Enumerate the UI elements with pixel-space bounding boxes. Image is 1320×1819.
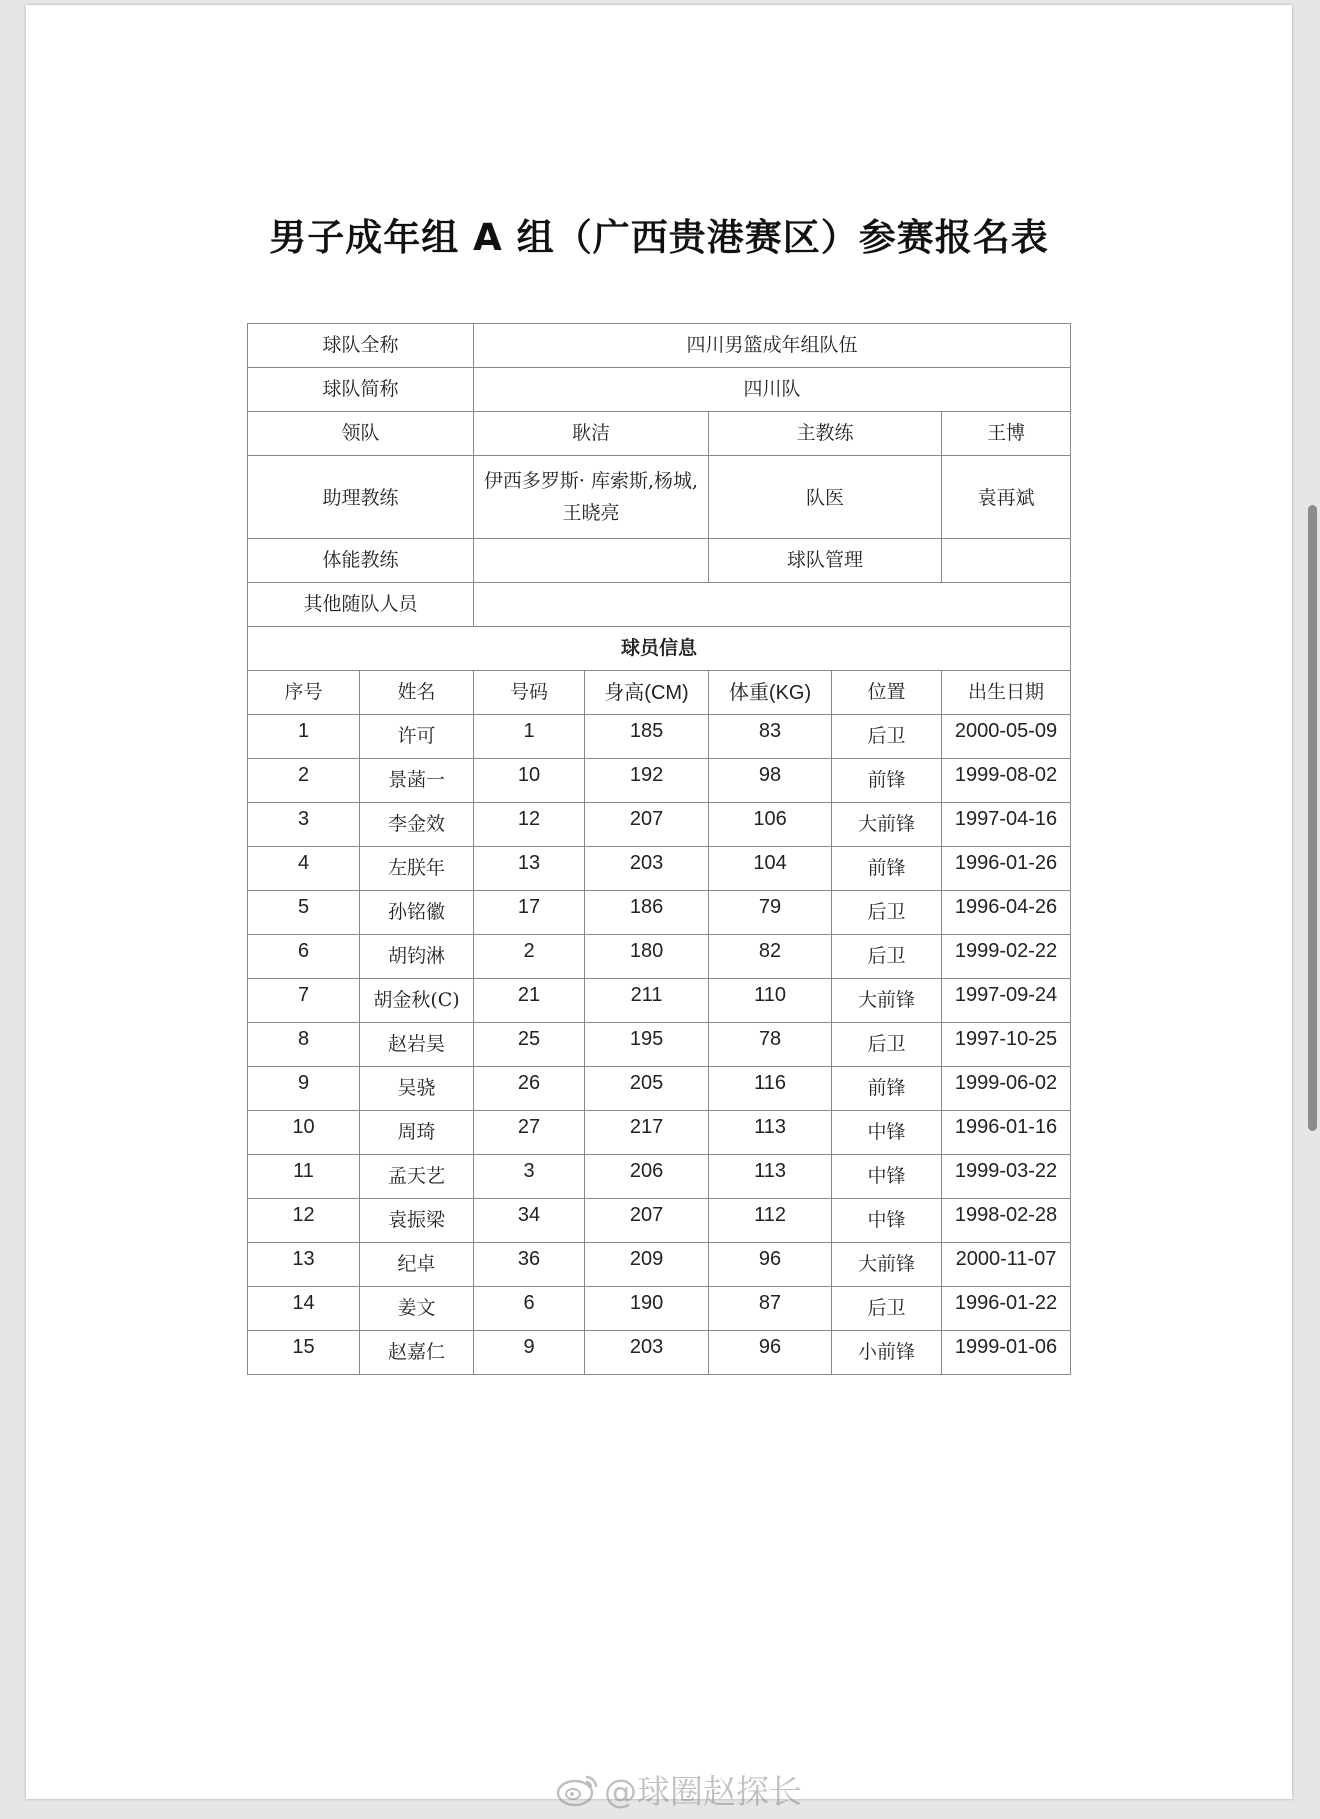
table-cell: 207 <box>585 803 709 847</box>
table-cell: 113 <box>709 1155 832 1199</box>
table-cell: 1997-09-24 <box>942 979 1071 1023</box>
table-cell: 前锋 <box>832 1067 942 1111</box>
assistant-label: 助理教练 <box>248 456 474 539</box>
table-cell: 小前锋 <box>832 1331 942 1375</box>
column-header: 序号 <box>248 671 360 715</box>
leader-row <box>248 412 1071 456</box>
table-row <box>248 1199 1071 1243</box>
table-cell: 后卫 <box>832 935 942 979</box>
column-header: 姓名 <box>360 671 474 715</box>
table-cell: 34 <box>474 1199 585 1243</box>
table-cell: 13 <box>474 847 585 891</box>
table-cell: 209 <box>585 1243 709 1287</box>
table-cell: 104 <box>709 847 832 891</box>
full-name-label: 球队全称 <box>248 324 474 368</box>
table-cell: 姜文 <box>360 1287 474 1331</box>
table-cell: 中锋 <box>832 1199 942 1243</box>
table-cell: 纪卓 <box>360 1243 474 1287</box>
table-row <box>248 1067 1071 1111</box>
table-row <box>248 891 1071 935</box>
table-row <box>248 1155 1071 1199</box>
table-cell: 211 <box>585 979 709 1023</box>
table-row <box>248 1243 1071 1287</box>
watermark-text: @球圈赵探长 <box>604 1771 802 1811</box>
table-cell: 112 <box>709 1199 832 1243</box>
table-cell: 12 <box>248 1199 360 1243</box>
table-cell: 周琦 <box>360 1111 474 1155</box>
table-cell: 195 <box>585 1023 709 1067</box>
table-row <box>248 935 1071 979</box>
table-cell: 6 <box>248 935 360 979</box>
table-row <box>248 759 1071 803</box>
table-cell: 大前锋 <box>832 979 942 1023</box>
table-cell: 3 <box>474 1155 585 1199</box>
registration-table <box>247 323 1071 1375</box>
head-coach-label: 主教练 <box>709 412 942 456</box>
table-cell: 1996-01-16 <box>942 1111 1071 1155</box>
table-cell: 207 <box>585 1199 709 1243</box>
doctor-label: 队医 <box>709 456 942 539</box>
table-cell: 中锋 <box>832 1111 942 1155</box>
table-cell: 8 <box>248 1023 360 1067</box>
table-cell: 96 <box>709 1243 832 1287</box>
table-cell: 106 <box>709 803 832 847</box>
table-cell: 2000-05-09 <box>942 715 1071 759</box>
table-cell: 7 <box>248 979 360 1023</box>
table-cell: 192 <box>585 759 709 803</box>
column-header: 出生日期 <box>942 671 1071 715</box>
table-cell: 180 <box>585 935 709 979</box>
table-cell: 4 <box>248 847 360 891</box>
table-cell: 11 <box>248 1155 360 1199</box>
weibo-icon <box>556 1771 600 1807</box>
assistant-row <box>248 456 1071 539</box>
table-cell: 袁振梁 <box>360 1199 474 1243</box>
table-cell: 82 <box>709 935 832 979</box>
doctor-value: 袁再斌 <box>942 456 1071 539</box>
table-cell: 景菡一 <box>360 759 474 803</box>
table-cell: 许可 <box>360 715 474 759</box>
table-cell: 后卫 <box>832 715 942 759</box>
table-cell: 13 <box>248 1243 360 1287</box>
table-cell: 吴骁 <box>360 1067 474 1111</box>
table-cell: 21 <box>474 979 585 1023</box>
table-cell: 胡金秋(C) <box>360 979 474 1023</box>
table-cell: 206 <box>585 1155 709 1199</box>
table-cell: 5 <box>248 891 360 935</box>
table-cell: 李金效 <box>360 803 474 847</box>
table-row <box>248 1331 1071 1375</box>
table-cell: 25 <box>474 1023 585 1067</box>
table-cell: 1997-10-25 <box>942 1023 1071 1067</box>
table-cell: 后卫 <box>832 1023 942 1067</box>
full-name-value: 四川男篮成年组队伍 <box>474 324 1071 368</box>
table-cell: 185 <box>585 715 709 759</box>
leader-label: 领队 <box>248 412 474 456</box>
table-cell: 9 <box>248 1067 360 1111</box>
table-cell: 1 <box>248 715 360 759</box>
table-cell: 6 <box>474 1287 585 1331</box>
table-row <box>248 715 1071 759</box>
table-cell: 26 <box>474 1067 585 1111</box>
table-cell: 36 <box>474 1243 585 1287</box>
table-cell: 96 <box>709 1331 832 1375</box>
table-cell: 15 <box>248 1331 360 1375</box>
column-header: 号码 <box>474 671 585 715</box>
table-cell: 217 <box>585 1111 709 1155</box>
table-cell: 10 <box>474 759 585 803</box>
player-rows <box>248 715 1071 1375</box>
table-cell: 83 <box>709 715 832 759</box>
table-cell: 3 <box>248 803 360 847</box>
table-row <box>248 979 1071 1023</box>
short-name-row <box>248 368 1071 412</box>
others-label: 其他随队人员 <box>248 583 474 627</box>
table-cell: 205 <box>585 1067 709 1111</box>
column-header: 体重(KG) <box>709 671 832 715</box>
table-cell: 中锋 <box>832 1155 942 1199</box>
table-cell: 1998-02-28 <box>942 1199 1071 1243</box>
table-cell: 14 <box>248 1287 360 1331</box>
table-cell: 10 <box>248 1111 360 1155</box>
table-cell: 110 <box>709 979 832 1023</box>
leader-value: 耿洁 <box>474 412 709 456</box>
table-cell: 203 <box>585 847 709 891</box>
table-cell: 孙铭徽 <box>360 891 474 935</box>
table-cell: 1996-01-26 <box>942 847 1071 891</box>
players-section-title: 球员信息 <box>248 627 1071 671</box>
players-header-row <box>248 671 1071 715</box>
table-cell: 12 <box>474 803 585 847</box>
table-cell: 前锋 <box>832 847 942 891</box>
table-row <box>248 803 1071 847</box>
table-cell: 186 <box>585 891 709 935</box>
table-cell: 79 <box>709 891 832 935</box>
scrollbar-thumb[interactable] <box>1308 505 1317 1131</box>
table-cell: 孟天艺 <box>360 1155 474 1199</box>
full-name-row <box>248 324 1071 368</box>
players-section-row <box>248 627 1071 671</box>
others-row <box>248 583 1071 627</box>
table-cell: 190 <box>585 1287 709 1331</box>
table-cell: 87 <box>709 1287 832 1331</box>
fitness-value <box>474 539 709 583</box>
fitness-row <box>248 539 1071 583</box>
table-cell: 大前锋 <box>832 803 942 847</box>
table-cell: 1997-04-16 <box>942 803 1071 847</box>
fitness-label: 体能教练 <box>248 539 474 583</box>
head-coach-value: 王博 <box>942 412 1071 456</box>
table-cell: 前锋 <box>832 759 942 803</box>
table-cell: 1996-01-22 <box>942 1287 1071 1331</box>
assistant-value: 伊西多罗斯· 库索斯,杨城,王晓亮 <box>474 456 709 539</box>
table-cell: 98 <box>709 759 832 803</box>
table-cell: 2000-11-07 <box>942 1243 1071 1287</box>
management-label: 球队管理 <box>709 539 942 583</box>
short-name-value: 四川队 <box>474 368 1071 412</box>
table-cell: 1996-04-26 <box>942 891 1071 935</box>
short-name-label: 球队简称 <box>248 368 474 412</box>
table-cell: 1999-06-02 <box>942 1067 1071 1111</box>
table-cell: 27 <box>474 1111 585 1155</box>
table-cell: 1999-03-22 <box>942 1155 1071 1199</box>
page-title: 男子成年组 A 组（广西贵港赛区）参赛报名表 <box>269 216 1049 259</box>
table-row <box>248 847 1071 891</box>
table-cell: 左朕年 <box>360 847 474 891</box>
table-cell: 赵嘉仁 <box>360 1331 474 1375</box>
table-row <box>248 1023 1071 1067</box>
table-cell: 胡钧淋 <box>360 935 474 979</box>
table-cell: 9 <box>474 1331 585 1375</box>
table-cell: 赵岩昊 <box>360 1023 474 1067</box>
watermark <box>556 1767 802 1811</box>
table-cell: 116 <box>709 1067 832 1111</box>
column-header: 身高(CM) <box>585 671 709 715</box>
table-cell: 78 <box>709 1023 832 1067</box>
table-cell: 大前锋 <box>832 1243 942 1287</box>
table-row <box>248 1287 1071 1331</box>
table-cell: 1999-01-06 <box>942 1331 1071 1375</box>
table-cell: 1 <box>474 715 585 759</box>
document-page <box>26 5 1292 1811</box>
table-cell: 后卫 <box>832 1287 942 1331</box>
table-cell: 2 <box>474 935 585 979</box>
column-header: 位置 <box>832 671 942 715</box>
table-cell: 113 <box>709 1111 832 1155</box>
management-value <box>942 539 1071 583</box>
table-cell: 17 <box>474 891 585 935</box>
table-cell: 后卫 <box>832 891 942 935</box>
table-cell: 203 <box>585 1331 709 1375</box>
table-cell: 1999-08-02 <box>942 759 1071 803</box>
table-row <box>248 1111 1071 1155</box>
table-cell: 1999-02-22 <box>942 935 1071 979</box>
table-cell: 2 <box>248 759 360 803</box>
others-value <box>474 583 1071 627</box>
